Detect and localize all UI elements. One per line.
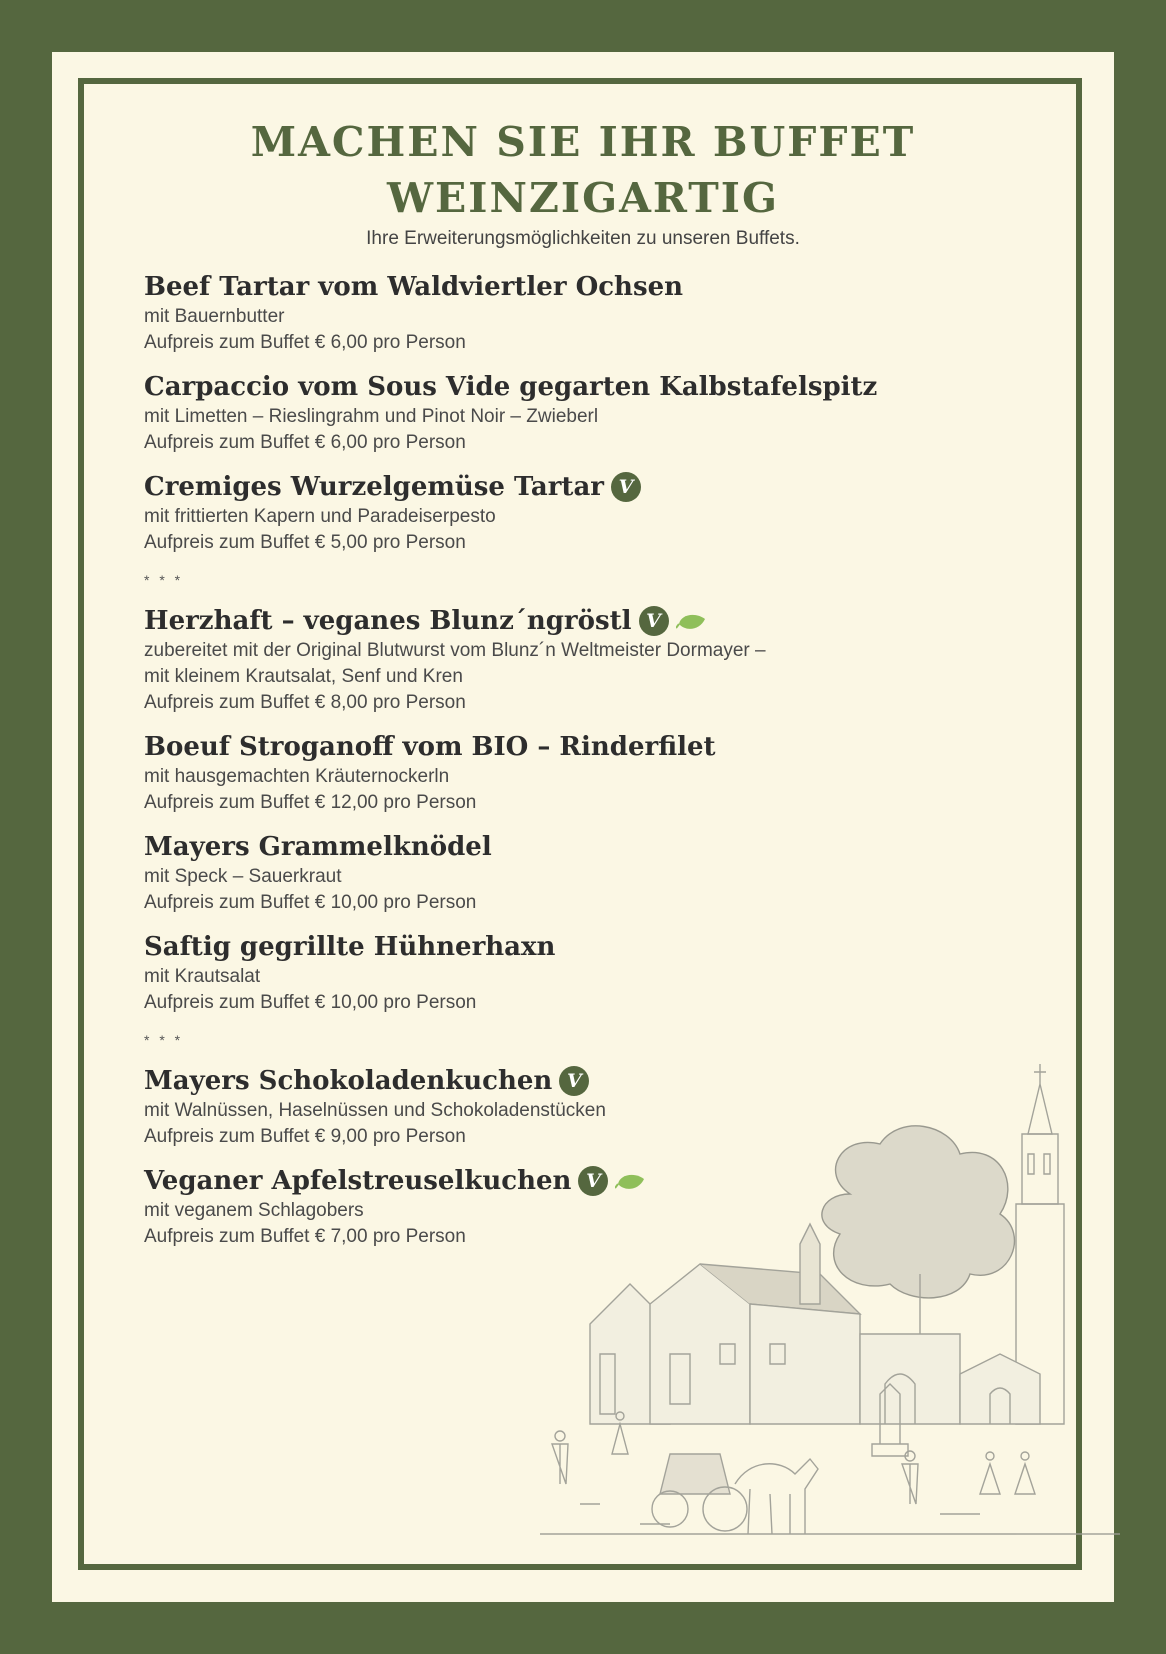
menu-item-name-row [144, 604, 1024, 638]
page-header [52, 114, 1114, 252]
v-badge-icon: V [639, 606, 669, 636]
page-subtitle: Ihre Erweiterungsmöglichkeiten zu unseren Buffets. [366, 228, 800, 249]
menu-item-description: mit Krautsalat [144, 966, 261, 987]
menu-item [144, 930, 1024, 1016]
menu-item-name: Boeuf Stroganoff vom BIO – Rinderfilet [144, 732, 716, 762]
v-badge-icon: V [611, 472, 641, 502]
menu-item-name: Saftig gegrillte Hühnerhaxn [144, 932, 556, 962]
menu-item-name: Beef Tartar vom Waldviertler Ochsen [144, 272, 684, 302]
menu-item-name-row [144, 730, 1024, 764]
menu-item-description: mit hausgemachten Kräuternockerln [144, 766, 450, 787]
menu-item-price: Aufpreis zum Buffet € 12,00 pro Person [144, 792, 477, 813]
menu-item-price: Aufpreis zum Buffet € 9,00 pro Person [144, 1126, 466, 1147]
v-badge-icon: V [559, 1066, 589, 1096]
menu-item-name: Mayers Grammelknödel [144, 832, 492, 862]
menu-item-name-row [144, 830, 1024, 864]
menu-item-name-row [144, 1164, 1024, 1198]
menu-item-description: mit Bauernbutter [144, 306, 285, 327]
menu-item-name-row [144, 470, 1024, 504]
v-badge-icon: V [578, 1166, 608, 1196]
leaf-icon [676, 609, 708, 633]
menu-item-name: Veganer Apfelstreuselkuchen [144, 1166, 572, 1196]
menu-item-name: Carpaccio vom Sous Vide gegarten Kalbstafelspitz [144, 372, 878, 402]
leaf-icon [615, 1169, 647, 1193]
menu-item-name-row [144, 1064, 1024, 1098]
menu-item-price: Aufpreis zum Buffet € 6,00 pro Person [144, 332, 466, 353]
menu-item [144, 604, 1024, 716]
menu-item-description: mit veganem Schlagobers [144, 1200, 364, 1221]
menu-item-description: mit Speck – Sauerkraut [144, 866, 342, 887]
menu-item-description: zubereitet mit der Original Blutwurst vom Blunz´n Weltmeister Dormayer – [144, 640, 766, 661]
menu-item-description: mit kleinem Krautsalat, Senf und Kren [144, 666, 463, 687]
menu-item-price: Aufpreis zum Buffet € 10,00 pro Person [144, 992, 477, 1013]
menu-list [144, 270, 1024, 1264]
menu-item-price: Aufpreis zum Buffet € 10,00 pro Person [144, 892, 477, 913]
menu-item [144, 1164, 1024, 1250]
menu-item [144, 470, 1024, 556]
section-separator: * * * [144, 1032, 184, 1048]
menu-item-price: Aufpreis zum Buffet € 6,00 pro Person [144, 432, 466, 453]
menu-item-name-row [144, 270, 1024, 304]
menu-item-description: mit Walnüssen, Haselnüssen und Schokoladenstücken [144, 1100, 606, 1121]
menu-item-name: Cremiges Wurzelgemüse Tartar [144, 472, 604, 502]
menu-item-name: Herzhaft – veganes Blunz´ngröstl [144, 606, 632, 636]
menu-item-price: Aufpreis zum Buffet € 5,00 pro Person [144, 532, 466, 553]
page-title [52, 114, 1114, 226]
menu-item [144, 270, 1024, 356]
menu-page [52, 52, 1114, 1602]
menu-item-name-row [144, 930, 1024, 964]
menu-item-price: Aufpreis zum Buffet € 7,00 pro Person [144, 1226, 466, 1247]
section-separator: * * * [144, 572, 184, 588]
menu-item-price: Aufpreis zum Buffet € 8,00 pro Person [144, 692, 466, 713]
menu-item-description: mit Limetten – Rieslingrahm und Pinot Noir – Zwieberl [144, 406, 599, 427]
menu-item-name-row [144, 370, 1024, 404]
menu-item-name: Mayers Schokoladenkuchen [144, 1066, 553, 1096]
menu-item [144, 1064, 1024, 1150]
menu-item-description: mit frittierten Kapern und Paradeiserpesto [144, 506, 496, 527]
menu-item [144, 370, 1024, 456]
title-line-1: MACHEN SIE IHR BUFFET [250, 118, 916, 166]
menu-item [144, 730, 1024, 816]
menu-item [144, 830, 1024, 916]
title-line-2: WEINZIGARTIG [387, 174, 779, 222]
